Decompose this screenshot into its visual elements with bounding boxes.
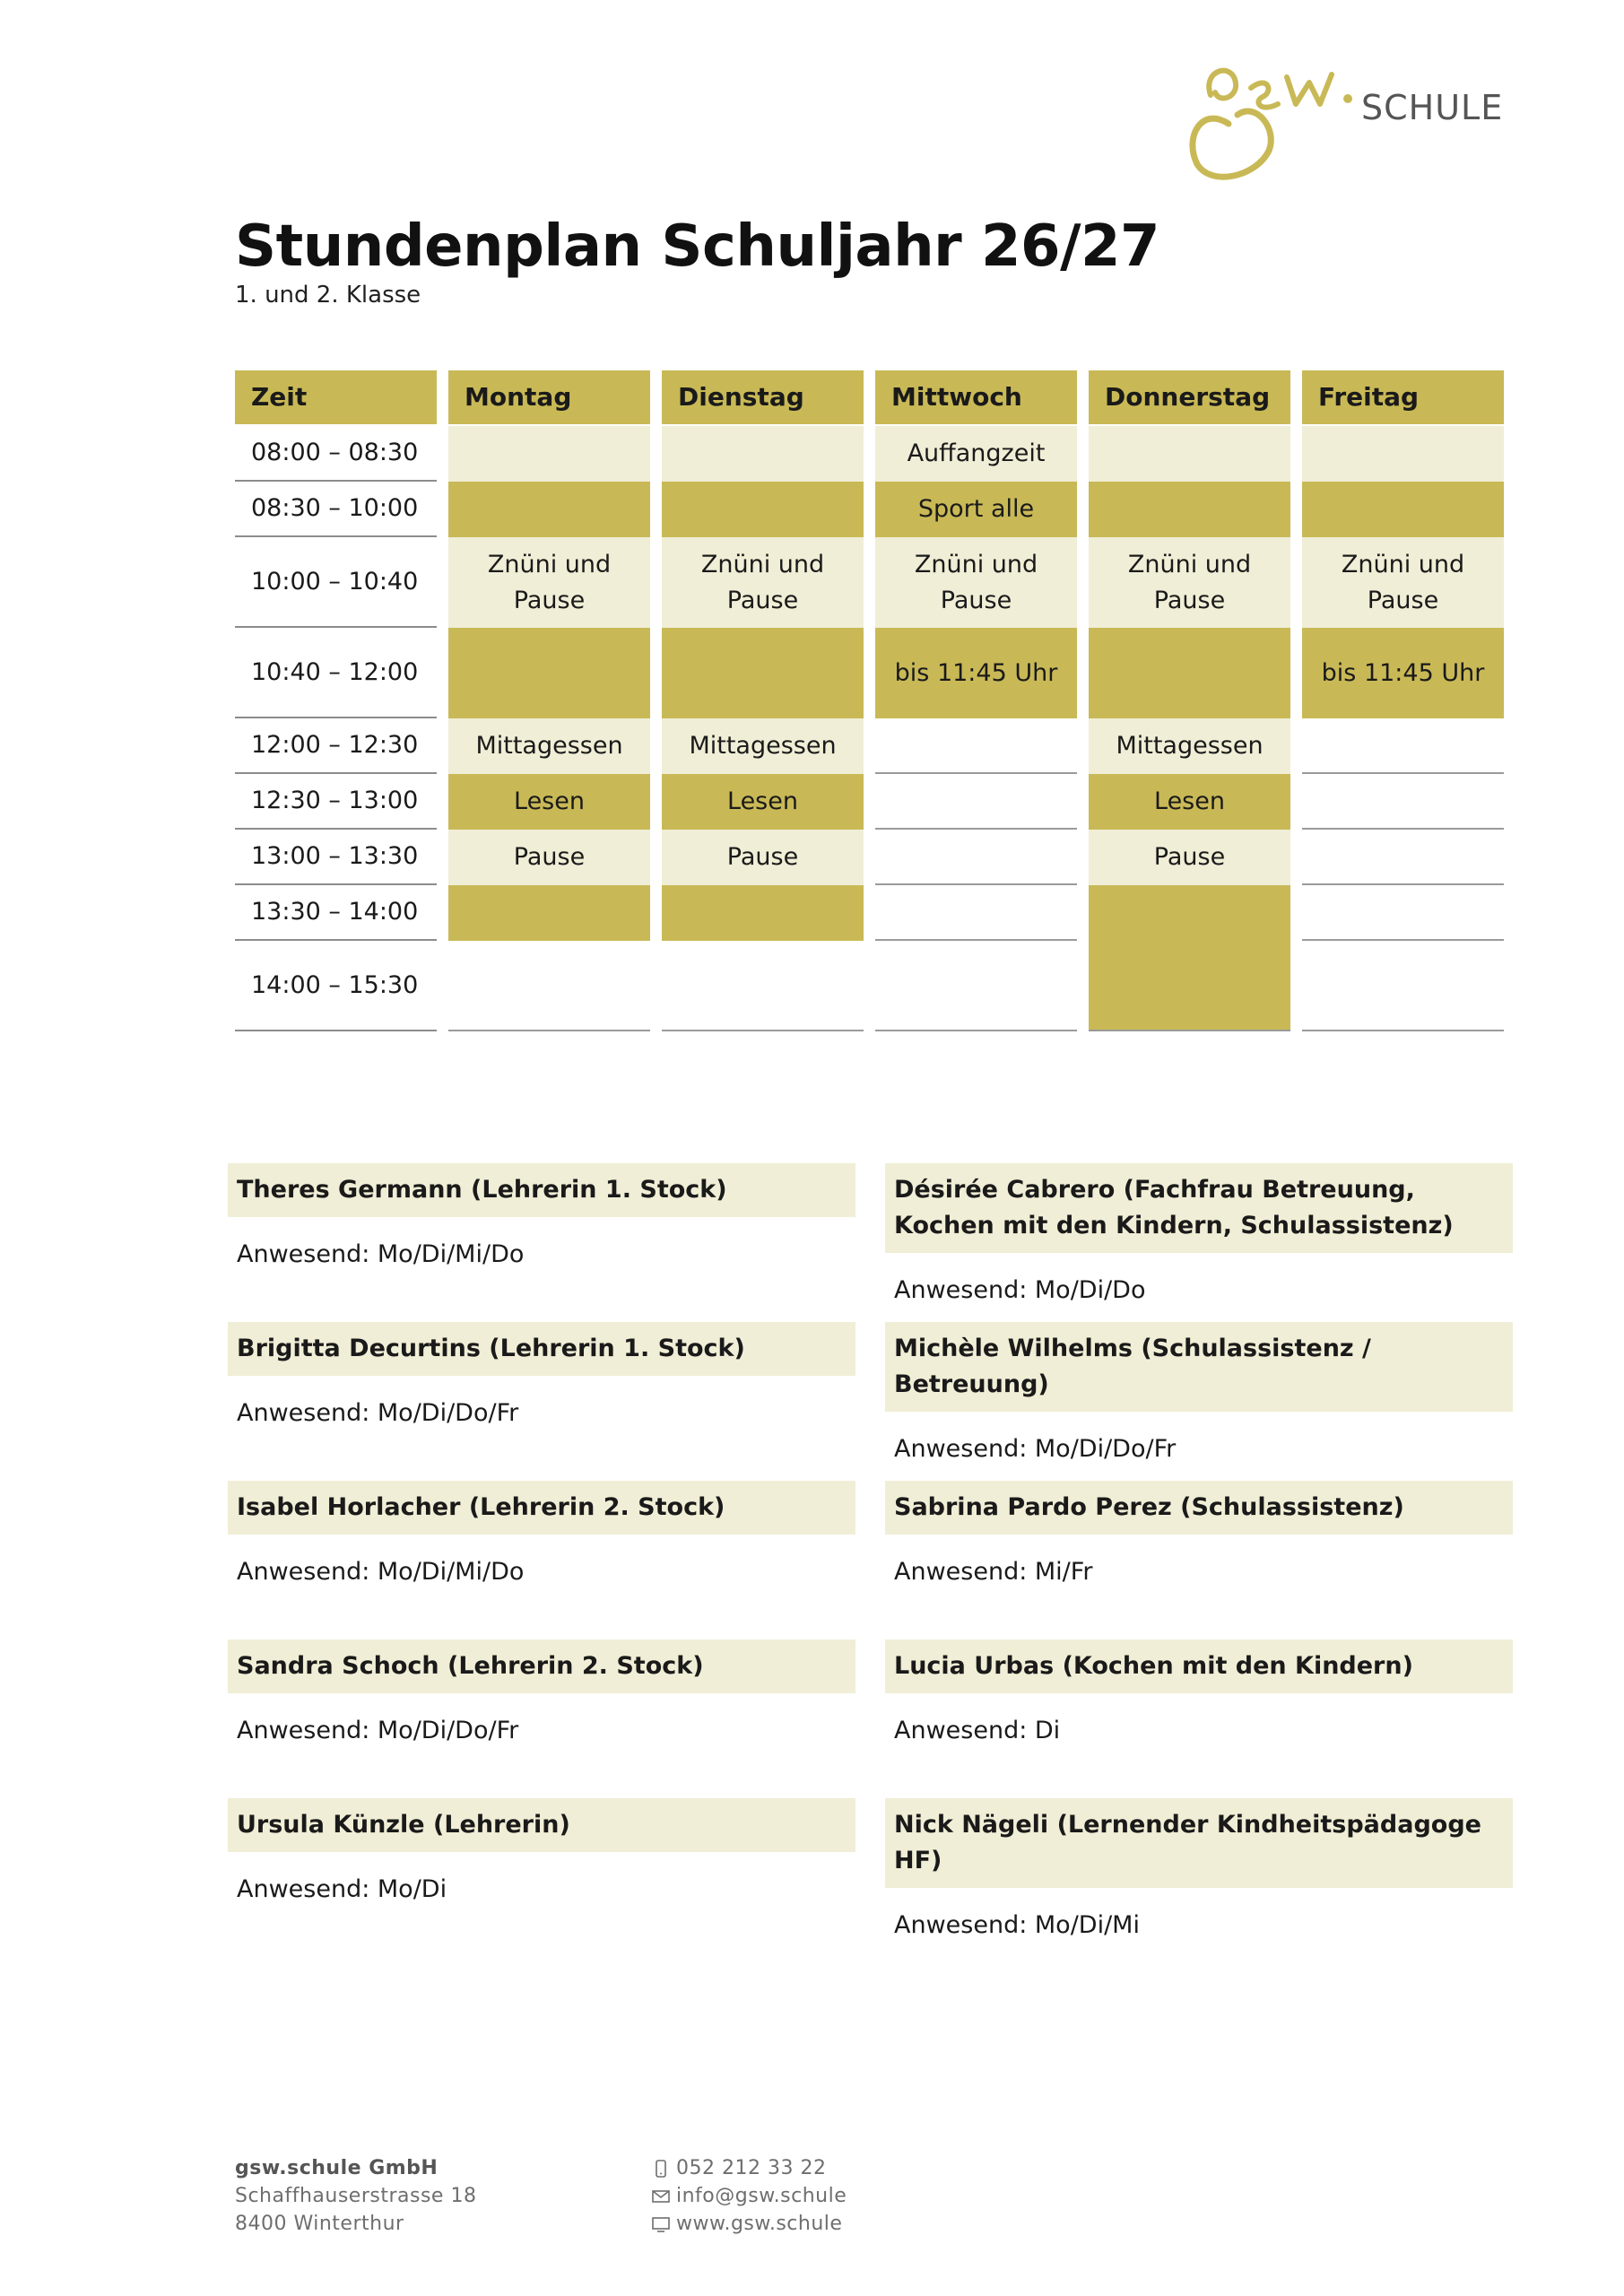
empty-cell [1302,885,1504,941]
column-header-mittwoch: Mittwoch [875,370,1077,424]
footer-email[interactable]: info@gsw.schule [676,2185,847,2207]
staff-presence: Anwesend: Mo/Di/Do [894,1276,1146,1304]
empty-cell [662,426,864,482]
staff-name: Michèle Wilhelms (Schulassistenz / Betreuung) [885,1322,1513,1412]
column-header-zeit: Zeit [235,370,437,424]
empty-cell [875,718,1077,774]
empty-cell [875,774,1077,830]
staff-card [885,1163,1513,1304]
time-slot: 10:40 – 12:00 [235,628,437,718]
staff-card [885,1639,1513,1744]
time-slot: 13:30 – 14:00 [235,885,437,941]
empty-cell [1089,482,1290,537]
footer-phone[interactable]: 052 212 33 22 [676,2157,827,2179]
staff-presence: Anwesend: Mo/Di/Do/Fr [237,1399,519,1427]
footer-web[interactable]: www.gsw.schule [676,2213,843,2235]
staff-presence: Anwesend: Mo/Di/Mi/Do [237,1558,525,1586]
staff-presence: Anwesend: Mo/Di/Do/Fr [894,1435,1177,1463]
time-slot: 08:00 – 08:30 [235,426,437,482]
lesson-cell: Znüni und Pause [875,537,1077,628]
staff-card [228,1639,855,1744]
empty-cell [1302,482,1504,537]
empty-cell [448,885,650,941]
footer-company: gsw.schule GmbH [235,2157,439,2179]
staff-presence: Anwesend: Mi/Fr [894,1558,1093,1586]
empty-cell [1089,628,1290,718]
lesson-cell: Lesen [662,774,864,830]
column-header-montag: Montag [448,370,650,424]
empty-cell [1089,426,1290,482]
staff-card [885,1798,1513,1939]
empty-cell [448,426,650,482]
lesson-cell: Auffangzeit [875,426,1077,482]
staff-presence: Anwesend: Di [894,1717,1061,1744]
lesson-cell: Pause [448,830,650,885]
staff-name: Sandra Schoch (Lehrerin 2. Stock) [228,1639,855,1693]
empty-cell [448,482,650,537]
empty-cell [875,885,1077,941]
staff-card [885,1322,1513,1463]
staff-presence: Anwesend: Mo/Di/Mi/Do [237,1240,525,1268]
lesson-cell: Pause [662,830,864,885]
staff-presence: Anwesend: Mo/Di/Mi [894,1911,1140,1939]
footer-city: 8400 Winterthur [235,2213,404,2235]
staff-name: Sabrina Pardo Perez (Schulassistenz) [885,1481,1513,1535]
empty-cell [1302,774,1504,830]
empty-cell [875,830,1077,885]
lesson-cell: bis 11:45 Uhr [875,628,1077,718]
lesson-cell: Mittagessen [448,718,650,774]
empty-cell [1302,718,1504,774]
empty-cell [1089,885,1290,1031]
staff-name: Lucia Urbas (Kochen mit den Kindern) [885,1639,1513,1693]
lesson-cell: Lesen [448,774,650,830]
empty-cell [448,628,650,718]
web-icon [651,2214,671,2234]
page-subtitle: 1. und 2. Klasse [235,282,421,309]
empty-cell [448,941,650,1031]
logo-text: SCHULE [1361,88,1504,127]
empty-cell [662,941,864,1031]
time-slot: 10:00 – 10:40 [235,537,437,628]
column-header-donnerstag: Donnerstag [1089,370,1290,424]
staff-card [228,1481,855,1586]
staff-name: Ursula Künzle (Lehrerin) [228,1798,855,1852]
staff-card [228,1322,855,1427]
lesson-cell: Lesen [1089,774,1290,830]
page-title: Stundenplan Schuljahr 26/27 [235,213,1159,280]
empty-cell [875,941,1077,1031]
time-slot: 13:00 – 13:30 [235,830,437,885]
lesson-cell: Znüni und Pause [662,537,864,628]
lesson-cell: Znüni und Pause [1089,537,1290,628]
lesson-cell: Mittagessen [662,718,864,774]
lesson-cell: bis 11:45 Uhr [1302,628,1504,718]
phone-icon [651,2159,671,2179]
lesson-cell: Znüni und Pause [448,537,650,628]
staff-card [885,1481,1513,1586]
time-slot: 14:00 – 15:30 [235,941,437,1031]
staff-name: Theres Germann (Lehrerin 1. Stock) [228,1163,855,1217]
lesson-cell: Mittagessen [1089,718,1290,774]
footer-address [235,2154,476,2238]
staff-name: Désirée Cabrero (Fachfrau Betreuung, Kochen mit den Kindern, Schulassistenz) [885,1163,1513,1253]
empty-cell [1302,941,1504,1031]
column-header-freitag: Freitag [1302,370,1504,424]
mail-icon [651,2187,671,2206]
staff-card [228,1163,855,1268]
time-slot: 08:30 – 10:00 [235,482,437,537]
lesson-cell: Pause [1089,830,1290,885]
empty-cell [1302,426,1504,482]
staff-card [228,1798,855,1903]
lesson-cell: Sport alle [875,482,1077,537]
empty-cell [662,628,864,718]
empty-cell [662,885,864,941]
staff-presence: Anwesend: Mo/Di [237,1875,447,1903]
footer-contact [651,2154,847,2238]
staff-presence: Anwesend: Mo/Di/Do/Fr [237,1717,519,1744]
column-header-dienstag: Dienstag [662,370,864,424]
staff-name: Brigitta Decurtins (Lehrerin 1. Stock) [228,1322,855,1376]
staff-name: Isabel Horlacher (Lehrerin 2. Stock) [228,1481,855,1535]
footer-street: Schaffhauserstrasse 18 [235,2185,477,2207]
empty-cell [1302,830,1504,885]
lesson-cell: Znüni und Pause [1302,537,1504,628]
empty-cell [662,482,864,537]
time-slot: 12:30 – 13:00 [235,774,437,830]
staff-name: Nick Nägeli (Lernender Kindheitspädagoge HF) [885,1798,1513,1888]
time-slot: 12:00 – 12:30 [235,718,437,774]
